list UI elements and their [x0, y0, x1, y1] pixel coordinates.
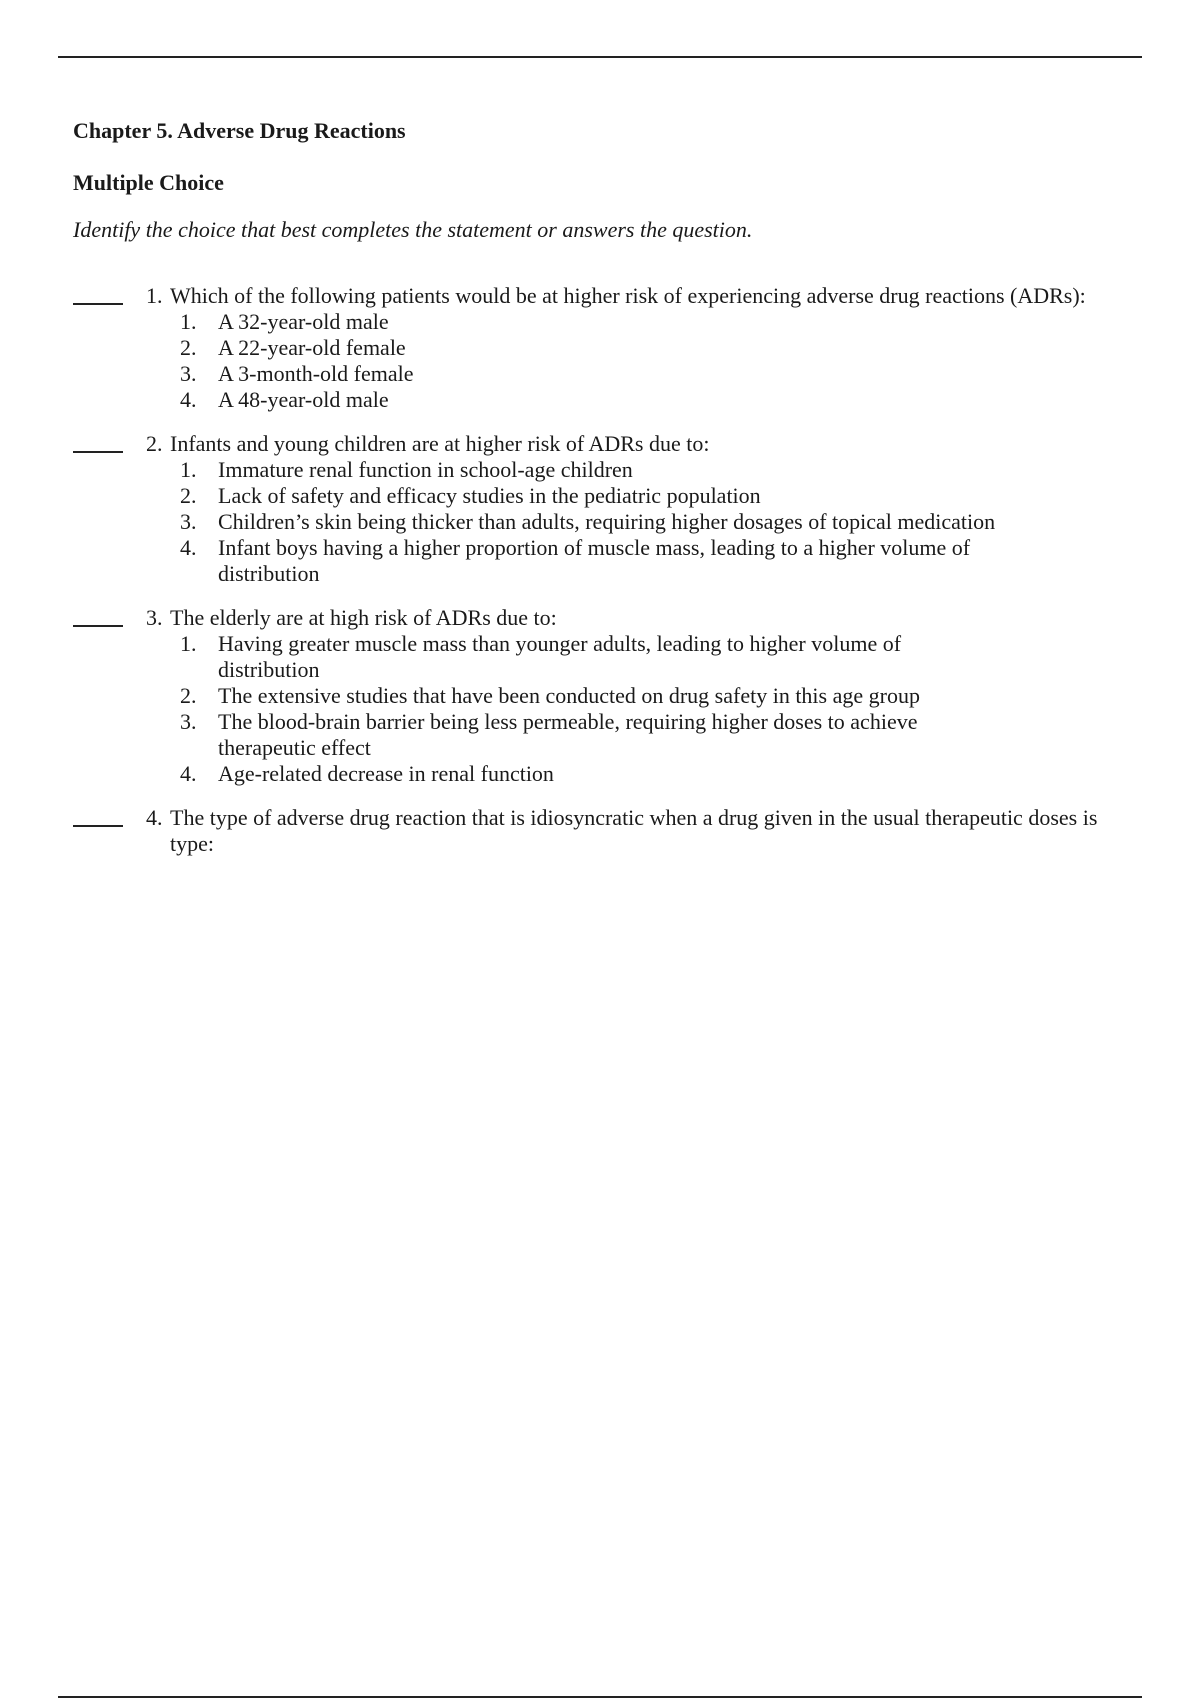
choice-text: Lack of safety and efficacy studies in the pediatric population [218, 483, 761, 509]
question-text: Which of the following patients would be at higher risk of experiencing adverse drug reactions (ADRs): [170, 283, 1086, 309]
choice-number: 3. [180, 361, 197, 387]
choice-item [180, 709, 1133, 761]
choice-text: Having greater muscle mass than younger adults, leading to higher volume of distribution [218, 631, 902, 683]
choice-list [146, 631, 1133, 787]
choice-item [180, 309, 1133, 335]
choice-item [180, 387, 1133, 413]
choice-item [180, 483, 1133, 509]
choice-item [180, 457, 1133, 483]
choice-item [180, 509, 1133, 535]
document-body [73, 118, 1133, 875]
choice-number: 3. [180, 509, 197, 535]
choice-text: Immature renal function in school-age children [218, 457, 633, 483]
choice-item [180, 761, 1133, 787]
choice-number: 2. [180, 683, 197, 709]
choice-item [180, 631, 1133, 683]
section-title: Multiple Choice [73, 170, 224, 196]
choice-number: 2. [180, 483, 197, 509]
question-3 [73, 605, 1133, 787]
choice-text: Infant boys having a higher proportion of muscle mass, leading to a higher volume of distribution [218, 535, 971, 587]
choice-list [146, 309, 1133, 413]
choice-item [180, 335, 1133, 361]
choice-number: 1. [180, 631, 197, 657]
question-4 [73, 805, 1133, 857]
question-number: 1. [146, 283, 163, 309]
answer-blank[interactable] [73, 825, 123, 827]
choice-item [180, 683, 1133, 709]
answer-blank[interactable] [73, 451, 123, 453]
question-number: 3. [146, 605, 163, 631]
question-stem [146, 805, 1133, 857]
choice-number: 4. [180, 535, 197, 561]
choice-text: The extensive studies that have been conducted on drug safety in this age group [218, 683, 920, 709]
question-list [73, 283, 1133, 857]
choice-text: Age-related decrease in renal function [218, 761, 554, 787]
question-text: Infants and young children are at higher risk of ADRs due to: [170, 431, 710, 457]
choice-text: A 3-month-old female [218, 361, 414, 387]
choice-number: 4. [180, 761, 197, 787]
question-text: The elderly are at high risk of ADRs due to: [170, 605, 557, 631]
question-number: 2. [146, 431, 163, 457]
choice-item [180, 361, 1133, 387]
question-stem [146, 605, 1133, 631]
choice-text: The blood-brain barrier being less permeable, requiring higher doses to achieve therapeutic effect [218, 709, 918, 761]
choice-text: Children’s skin being thicker than adults, requiring higher dosages of topical medication [218, 509, 996, 535]
question-stem [146, 431, 1133, 457]
question-1 [73, 283, 1133, 413]
question-stem [146, 283, 1133, 309]
question-number: 4. [146, 805, 163, 831]
chapter-title: Chapter 5. Adverse Drug Reactions [73, 118, 406, 143]
choice-list [146, 457, 1133, 587]
question-text: The type of adverse drug reaction that is idiosyncratic when a drug given in the usual therapeutic doses is type: [170, 805, 1098, 857]
top-rule [58, 56, 1142, 58]
question-2 [73, 431, 1133, 587]
choice-text: A 48-year-old male [218, 387, 389, 413]
answer-blank[interactable] [73, 303, 123, 305]
choice-text: A 22-year-old female [218, 335, 406, 361]
choice-number: 4. [180, 387, 197, 413]
choice-number: 3. [180, 709, 197, 735]
choice-number: 2. [180, 335, 197, 361]
choice-number: 1. [180, 457, 197, 483]
choice-text: A 32-year-old male [218, 309, 389, 335]
bottom-rule [58, 1696, 1142, 1698]
choice-number: 1. [180, 309, 197, 335]
instructions: Identify the choice that best completes the statement or answers the question. [73, 216, 753, 242]
choice-item [180, 535, 1133, 587]
answer-blank[interactable] [73, 625, 123, 627]
